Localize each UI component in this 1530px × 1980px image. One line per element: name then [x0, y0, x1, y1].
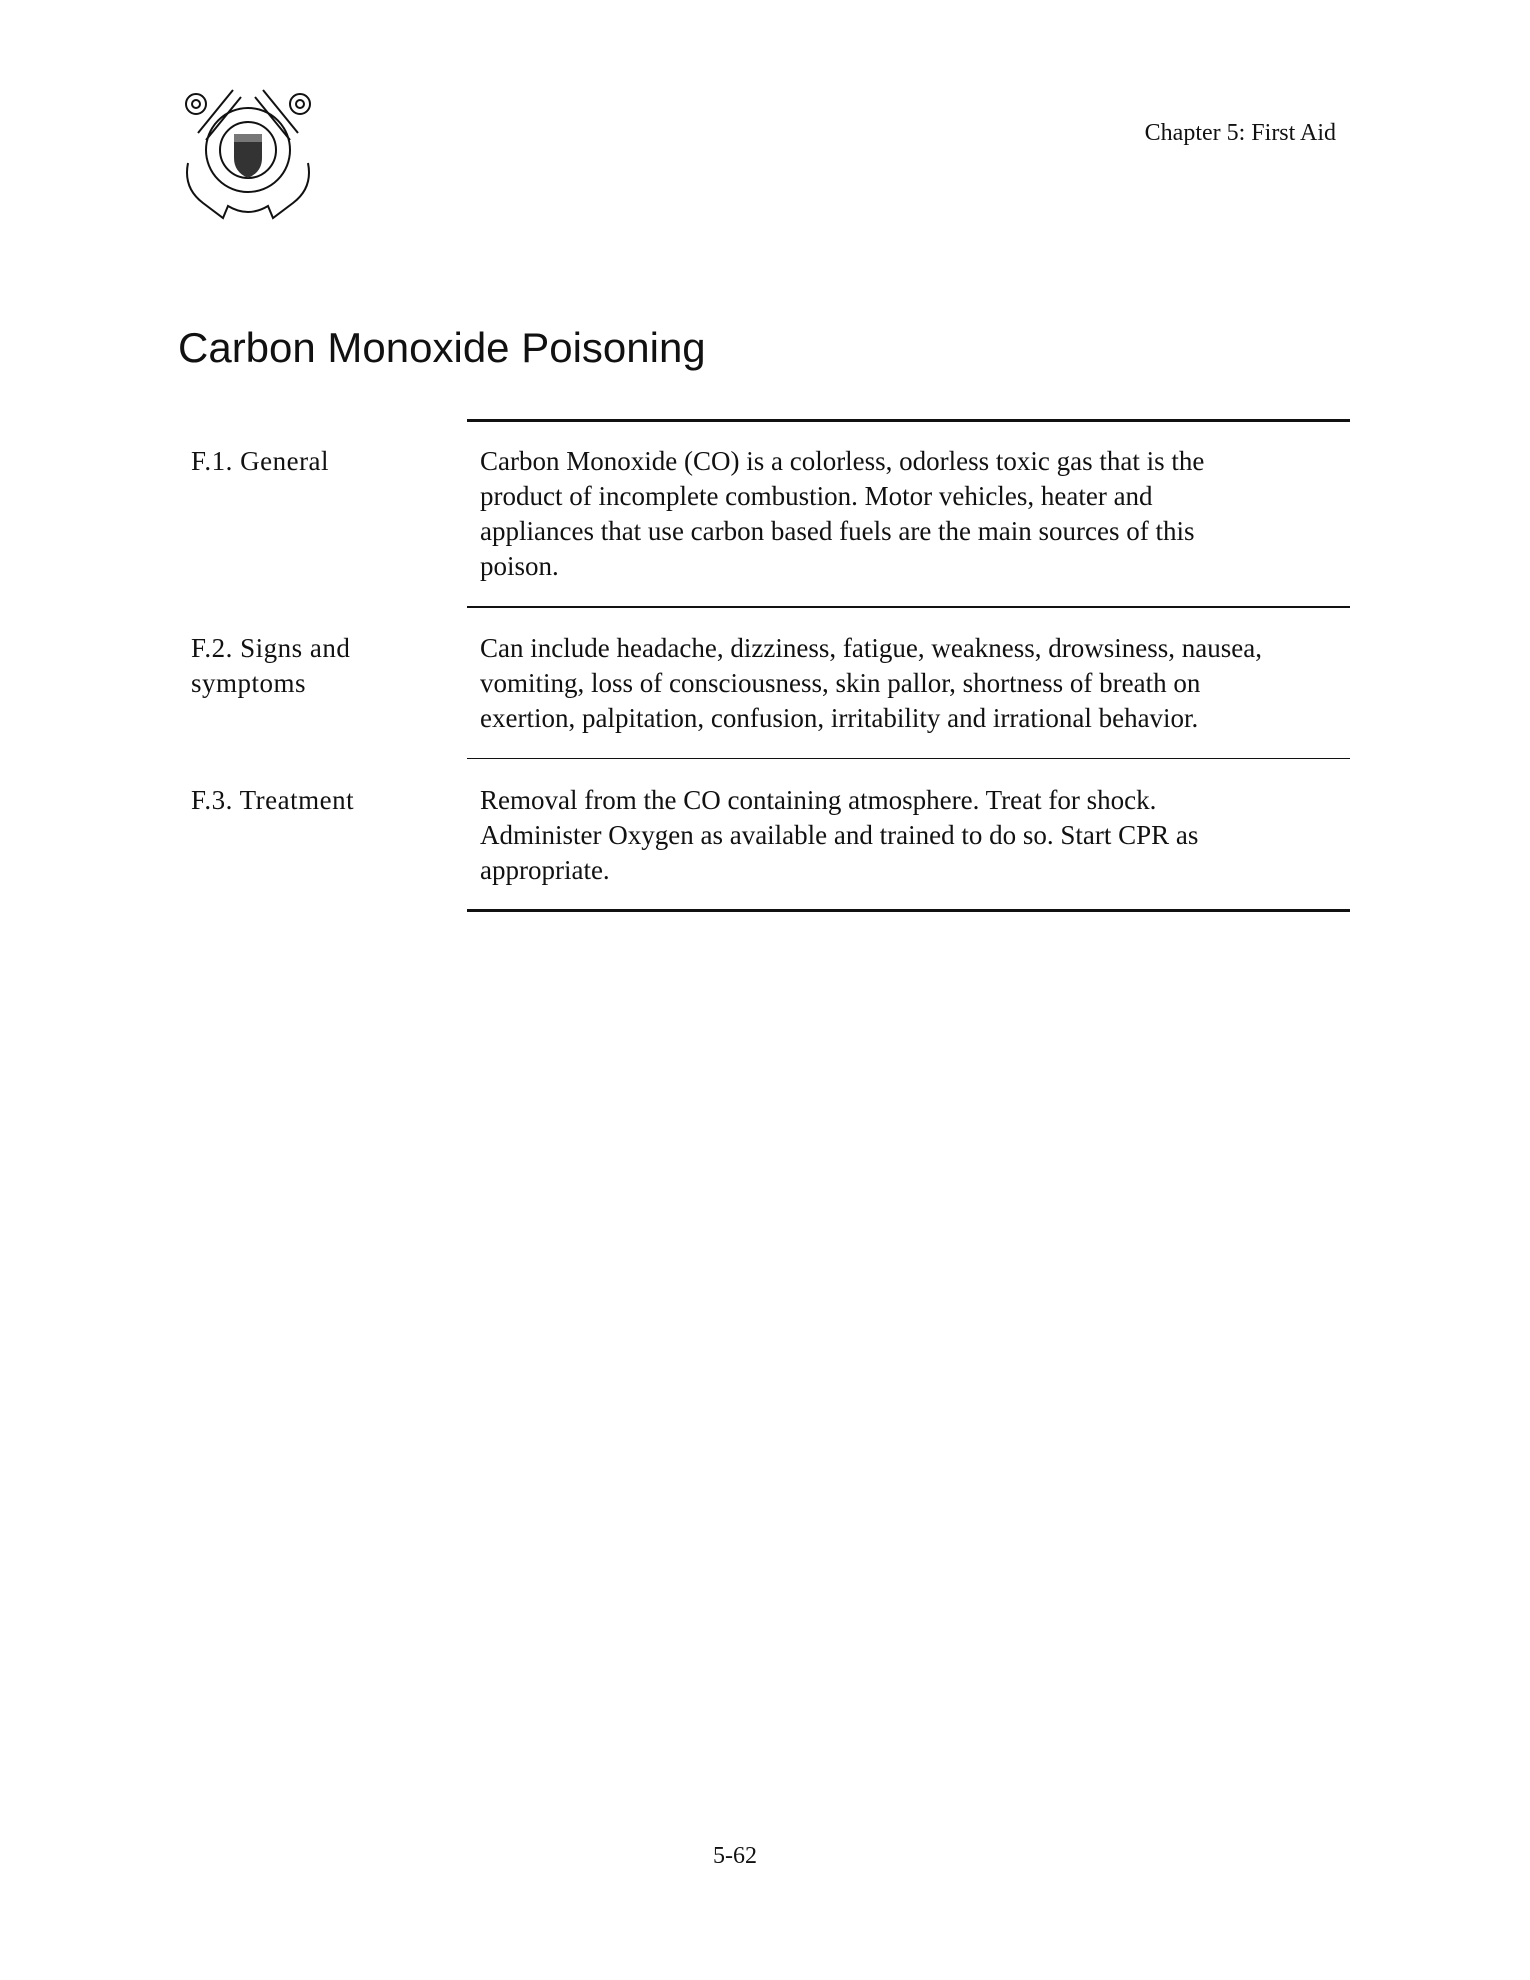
- label-line: F.1. General: [191, 446, 330, 476]
- body-line: appliances that use carbon based fuels are the main sources of this: [480, 516, 1195, 546]
- body-line: poison.: [480, 551, 559, 581]
- label-line: F.3. Treatment: [191, 785, 355, 815]
- label-line: F.2. Signs and: [191, 633, 351, 663]
- section-body-treatment: [480, 783, 1198, 888]
- body-line: Removal from the CO containing atmosphere. Treat for shock.: [480, 785, 1157, 815]
- section-divider: [467, 758, 1350, 759]
- table-bottom-rule: [467, 909, 1350, 912]
- body-line: Carbon Monoxide (CO) is a colorless, odorless toxic gas that is the: [480, 446, 1205, 476]
- body-line: appropriate.: [480, 855, 610, 885]
- section-divider: [467, 606, 1350, 608]
- body-line: Administer Oxygen as available and trained to do so. Start CPR as: [480, 820, 1199, 850]
- body-line: product of incomplete combustion. Motor vehicles, heater and: [480, 481, 1153, 511]
- section-label-general: [191, 444, 329, 479]
- section-body-general: [480, 444, 1204, 584]
- section-label-treatment: [191, 783, 354, 818]
- label-line: symptoms: [191, 668, 307, 698]
- page-number: 5-62: [713, 1843, 757, 1869]
- body-line: Can include headache, dizziness, fatigue, weakness, drowsiness, nausea,: [480, 633, 1262, 663]
- body-line: exertion, palpitation, confusion, irritability and irrational behavior.: [480, 703, 1199, 733]
- body-line: vomiting, loss of consciousness, skin pallor, shortness of breath on: [480, 668, 1201, 698]
- chapter-header: Chapter 5: First Aid: [1144, 120, 1336, 146]
- coast-guard-seal-logo: [178, 88, 318, 223]
- section-label-signs-symptoms: [191, 631, 350, 701]
- table-top-rule: [467, 419, 1350, 422]
- section-body-signs-symptoms: [480, 631, 1262, 736]
- page-title: Carbon Monoxide Poisoning: [178, 324, 706, 371]
